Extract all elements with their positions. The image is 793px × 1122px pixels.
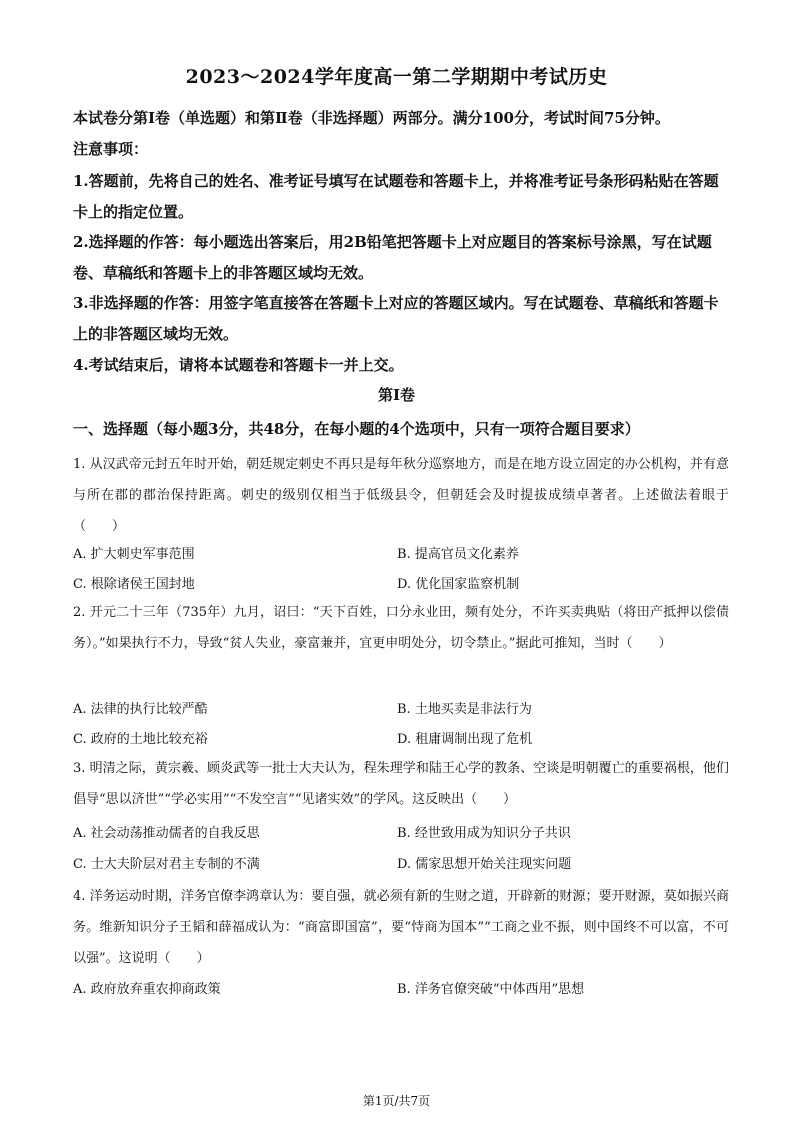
exam-intro: 本试卷分第Ⅰ卷（单选题）和第Ⅱ卷（非选择题）两部分。满分100分，考试时间75分钟。 <box>73 109 670 127</box>
question-1-option-b: B. 提高官员文化素养 <box>397 547 519 562</box>
question-4-option-a: A. 政府放弃重农抑商政策 <box>73 982 221 997</box>
question-1-stem: 1. 从汉武帝元封五年时开始，朝廷规定刺史不再只是每年秋分巡察地方，而是在地方设立固定的办公机构，并有意与所在郡的郡治保持距离。刺史的级别仅相当于低级县令，但朝廷会及时提拔成绩卓著者。上述做法着眼于（ ） <box>73 457 729 534</box>
question-3-option-a: A. 社会动荡推动儒者的自我反思 <box>73 826 260 841</box>
question-2-option-b: B. 土地买卖是非法行为 <box>397 702 532 717</box>
page-title: 2023～2024学年度高一第二学期期中考试历史 <box>185 66 608 88</box>
question-3-option-d: D. 儒家思想开始关注现实问题 <box>397 857 572 872</box>
notice-item-4: 4.考试结束后，请将本试题卷和答题卡一并上交。 <box>73 356 404 374</box>
question-2-option-d: D. 租庸调制出现了危机 <box>397 732 533 747</box>
question-4-stem: 4. 洋务运动时期，洋务官僚李鸿章认为：要自强，就必须有新的生财之道，开辟新的财源；要开财源，莫如振兴商务。维新知识分子王韬和薛福成认为：“商富即国富”，要“恃商为国本”“工商之业不振，则中国终不可以富，不可以强”。这说明（ ） <box>73 889 729 966</box>
question-2-option-c: C. 政府的土地比较充裕 <box>73 732 208 747</box>
question-3-option-b: B. 经世致用成为知识分子共识 <box>397 826 571 841</box>
question-1-option-d: D. 优化国家监察机制 <box>397 577 520 592</box>
question-3-stem: 3. 明清之际，黄宗羲、顾炎武等一批士大夫认为，程朱理学和陆王心学的教条、空谈是明朝覆亡的重要祸根，他们倡导“思以济世”“学必实用”“不发空言”“见诸实效”的学风。这反映出（ ） <box>73 761 729 807</box>
notice-heading: 注意事项： <box>73 140 149 158</box>
section-heading: 第Ⅰ卷 <box>377 386 416 404</box>
part-heading: 一、选择题（每小题3分，共48分，在每小题的4个选项中，只有一项符合题目要求） <box>73 420 640 438</box>
question-3-option-c: C. 士大夫阶层对君主专制的不满 <box>73 857 260 872</box>
question-2-option-a: A. 法律的执行比较严酷 <box>73 702 208 717</box>
question-1-option-c: C. 根除诸侯王国封地 <box>73 577 195 592</box>
question-1-option-a: A. 扩大刺史军事范围 <box>73 547 195 562</box>
question-4-option-b: B. 洋务官僚突破“中体西用”思想 <box>397 982 585 997</box>
notice-item-1: 1.答题前，先将自己的姓名、准考证号填写在试题卷和答题卡上，并将准考证号条形码粘贴在答题卡上的指定位置。 <box>73 172 719 221</box>
notice-item-2: 2.选择题的作答：每小题选出答案后，用2B铅笔把答题卡上对应题目的答案标号涂黑，写在试题卷、草稿纸和答题卡上的非答题区域均无效。 <box>73 233 712 282</box>
question-2-stem: 2. 开元二十三年（735年）九月，诏曰：“天下百姓，口分永业田，频有处分，不许买卖典贴（将田产抵押以偿债务）。”如果执行不力，导致“贫人失业，豪富兼并，宜更申明处分，切令禁止。”据此可推知，当时（ ） <box>73 605 729 651</box>
page-number: 第1页/共7页 <box>362 1094 431 1108</box>
notice-item-3: 3.非选择题的作答：用签字笔直接答在答题卡上对应的答题区域内。写在试题卷、草稿纸和答题卡上的非答题区域均无效。 <box>73 294 719 343</box>
